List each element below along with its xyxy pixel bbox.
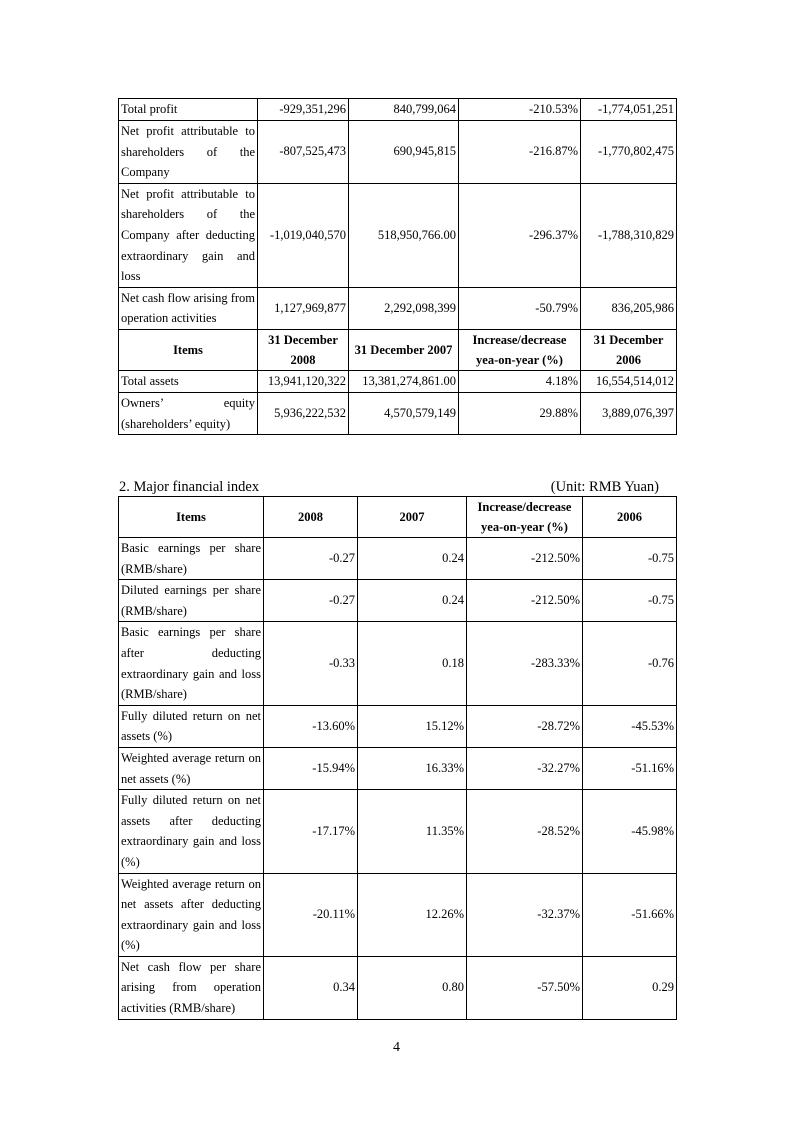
section-title: 2. Major financial index xyxy=(119,479,260,495)
value-2006: 16,554,514,012 xyxy=(581,370,677,392)
value-2008: -1,019,040,570 xyxy=(258,183,349,287)
table-row xyxy=(119,370,677,392)
row-label: Fully diluted return on net assets after deducting extraordinary gain and loss (%) xyxy=(119,790,264,873)
row-label: Basic earnings per share (RMB/share) xyxy=(119,538,264,580)
value-2007: 840,799,064 xyxy=(349,99,459,121)
value-change: -32.27% xyxy=(467,747,583,789)
value-2008: -0.27 xyxy=(264,580,358,622)
table-row xyxy=(119,622,677,705)
header-change: Increase/decrease yea-on-year (%) xyxy=(459,329,581,370)
value-2007: 16.33% xyxy=(358,747,467,789)
value-change: -50.79% xyxy=(459,287,581,329)
row-label: Net profit attributable to shareholders of the Company xyxy=(119,121,258,184)
value-change: -212.50% xyxy=(467,538,583,580)
value-2006: -0.76 xyxy=(583,622,677,705)
value-2007: 0.18 xyxy=(358,622,467,705)
value-2007: 2,292,098,399 xyxy=(349,287,459,329)
row-label: Net cash flow per share arising from operation activities (RMB/share) xyxy=(119,956,264,1019)
value-change: -210.53% xyxy=(459,99,581,121)
value-2007: 11.35% xyxy=(358,790,467,873)
header-2007: 2007 xyxy=(358,497,467,538)
value-change: 29.88% xyxy=(459,392,581,434)
header-change: Increase/decrease yea-on-year (%) xyxy=(467,497,583,538)
value-change: -28.52% xyxy=(467,790,583,873)
table-row xyxy=(119,183,677,287)
table-row xyxy=(119,392,677,434)
value-2006: -0.75 xyxy=(583,538,677,580)
row-label: Weighted average return on net assets after deducting extraordinary gain and loss (%) xyxy=(119,873,264,956)
header-items: Items xyxy=(119,329,258,370)
value-2006: -1,770,802,475 xyxy=(581,121,677,184)
value-2008: -20.11% xyxy=(264,873,358,956)
value-2007: 4,570,579,149 xyxy=(349,392,459,434)
value-change: -28.72% xyxy=(467,705,583,747)
value-2006: -45.53% xyxy=(583,705,677,747)
value-change: -283.33% xyxy=(467,622,583,705)
table-row xyxy=(119,956,677,1019)
value-2008: 0.34 xyxy=(264,956,358,1019)
row-label: Diluted earnings per share (RMB/share) xyxy=(119,580,264,622)
financial-data-table xyxy=(118,98,677,435)
table-row xyxy=(119,287,677,329)
row-label: Owners’ equity (shareholders’ equity) xyxy=(119,392,258,434)
value-2006: -0.75 xyxy=(583,580,677,622)
value-2008: -0.33 xyxy=(264,622,358,705)
value-2008: -17.17% xyxy=(264,790,358,873)
table-row xyxy=(119,747,677,789)
header-2006: 31 December 2006 xyxy=(581,329,677,370)
value-change: -296.37% xyxy=(459,183,581,287)
value-2006: 0.29 xyxy=(583,956,677,1019)
value-2006: 3,889,076,397 xyxy=(581,392,677,434)
table-row xyxy=(119,873,677,956)
value-2007: 690,945,815 xyxy=(349,121,459,184)
table-row xyxy=(119,790,677,873)
value-2007: 15.12% xyxy=(358,705,467,747)
unit-label: (Unit: RMB Yuan) xyxy=(550,479,659,495)
value-change: -57.50% xyxy=(467,956,583,1019)
row-label: Net cash flow arising from operation activities xyxy=(119,287,258,329)
table-row xyxy=(119,538,677,580)
value-2007: 0.80 xyxy=(358,956,467,1019)
row-label: Basic earnings per share after deducting extraordinary gain and loss (RMB/share) xyxy=(119,622,264,705)
value-2008: -929,351,296 xyxy=(258,99,349,121)
value-2008: -15.94% xyxy=(264,747,358,789)
financial-index-table xyxy=(118,496,677,1020)
value-2006: 836,205,986 xyxy=(581,287,677,329)
value-2006: -1,788,310,829 xyxy=(581,183,677,287)
table-row xyxy=(119,580,677,622)
row-label: Fully diluted return on net assets (%) xyxy=(119,705,264,747)
value-2007: 518,950,766.00 xyxy=(349,183,459,287)
row-label: Net profit attributable to shareholders of the Company after deducting extraordinary gain and loss xyxy=(119,183,258,287)
header-2008: 31 December 2008 xyxy=(258,329,349,370)
header-2006: 2006 xyxy=(583,497,677,538)
row-label: Total profit xyxy=(119,99,258,121)
value-2008: -13.60% xyxy=(264,705,358,747)
table-row xyxy=(119,705,677,747)
value-2008: -0.27 xyxy=(264,538,358,580)
value-2007: 0.24 xyxy=(358,580,467,622)
value-2006: -51.16% xyxy=(583,747,677,789)
value-2008: -807,525,473 xyxy=(258,121,349,184)
value-change: 4.18% xyxy=(459,370,581,392)
value-2007: 12.26% xyxy=(358,873,467,956)
row-label: Total assets xyxy=(119,370,258,392)
page-number: 4 xyxy=(393,1040,400,1055)
table-row xyxy=(119,121,677,184)
row-label: Weighted average return on net assets (%) xyxy=(119,747,264,789)
value-2008: 13,941,120,322 xyxy=(258,370,349,392)
header-2007: 31 December 2007 xyxy=(349,329,459,370)
table-header-row xyxy=(119,497,677,538)
value-2007: 13,381,274,861.00 xyxy=(349,370,459,392)
value-change: -216.87% xyxy=(459,121,581,184)
value-2006: -45.98% xyxy=(583,790,677,873)
table-header-row xyxy=(119,329,677,370)
table-row xyxy=(119,99,677,121)
value-2007: 0.24 xyxy=(358,538,467,580)
header-2008: 2008 xyxy=(264,497,358,538)
value-2006: -1,774,051,251 xyxy=(581,99,677,121)
value-2008: 5,936,222,532 xyxy=(258,392,349,434)
value-change: -32.37% xyxy=(467,873,583,956)
header-items: Items xyxy=(119,497,264,538)
value-2008: 1,127,969,877 xyxy=(258,287,349,329)
value-2006: -51.66% xyxy=(583,873,677,956)
value-change: -212.50% xyxy=(467,580,583,622)
